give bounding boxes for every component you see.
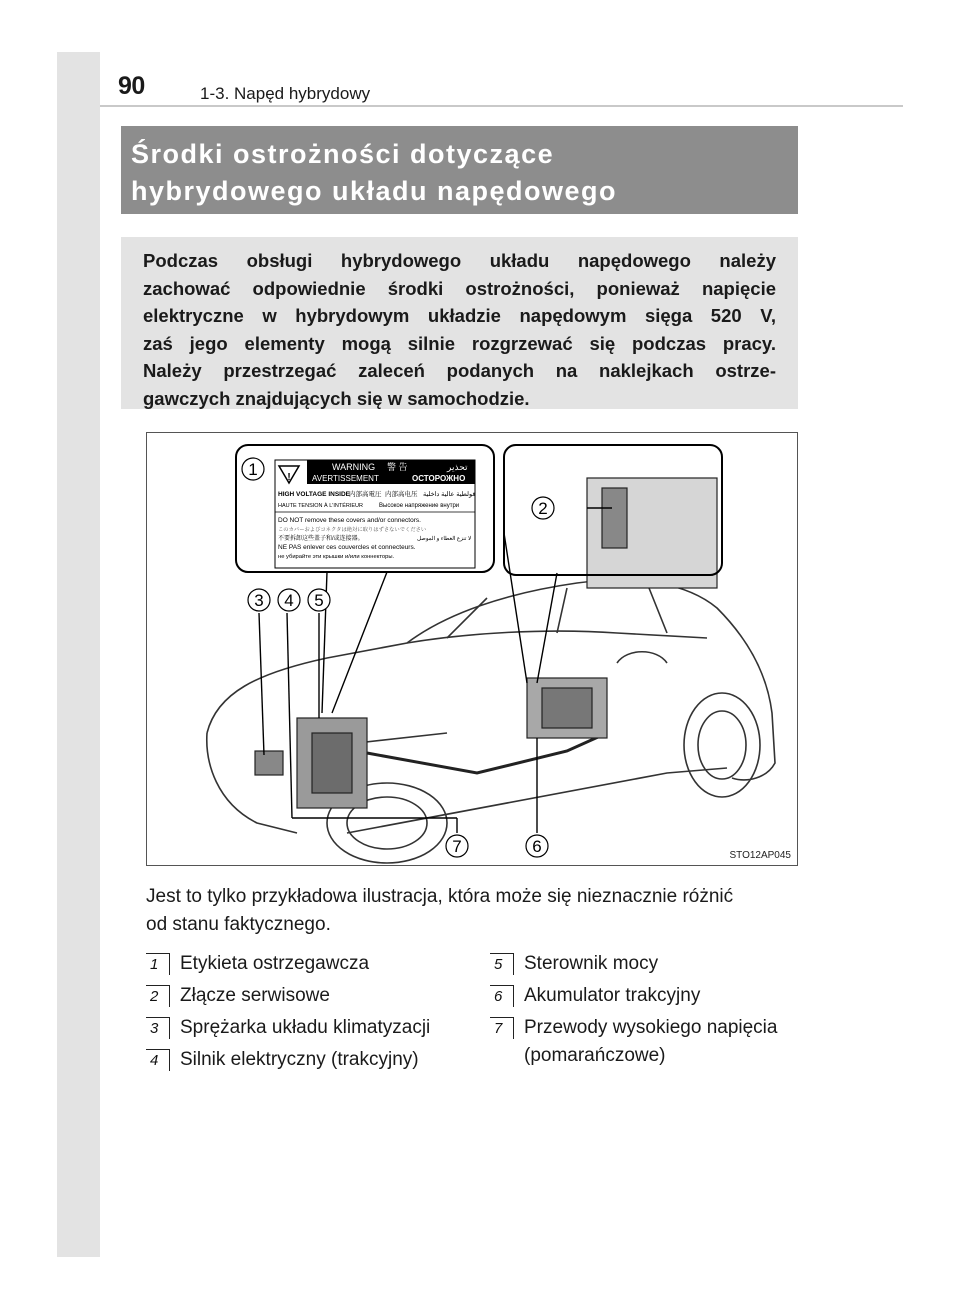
illustration-note (146, 883, 806, 939)
legend-text: Sterownik mocy (524, 953, 659, 974)
intro-line: zaś jego elementy mogą silnie rozgrzewać się podczas pracy. (143, 332, 776, 354)
title-line-1: Środki ostrożności dotyczące (131, 139, 555, 169)
intro-line: gawczych znajdujących się w samochodzie. (143, 387, 530, 409)
legend-item-7 (490, 1014, 777, 1070)
label-ru-line: не убирайте эти крышки и/или коннекторы. (278, 554, 395, 560)
legend-number: 6 (490, 985, 514, 1007)
label-fr-line: NE PAS enlever ces couvercles et connecteurs. (278, 544, 416, 551)
page-number: 90 (118, 72, 145, 100)
note-line-2: od stanu faktycznego. (146, 914, 331, 935)
legend-number: 1 (146, 953, 170, 975)
legend-item-4 (146, 1046, 419, 1074)
label-cn-line: 不要拆卸这些盖子和/或连接器。 (278, 536, 364, 542)
label-hv-ar: فولطية عالية داخلية (423, 491, 476, 498)
intro-line: Należy przestrzegać zaleceń podanych na naklejkach ostrze- (143, 360, 776, 381)
legend-number: 7 (490, 1017, 514, 1039)
legend-item-2 (146, 982, 330, 1010)
label-ar-line: لا تنزع الغطاء و الموصل (417, 536, 472, 542)
label-do-not-remove: DO NOT remove these covers and/or connectors. (278, 517, 421, 524)
legend-text: Przewody wysokiego napięcia (524, 1017, 778, 1038)
label-haute-tension: HAUTE TENSION À L'INTÉRIEUR (278, 503, 363, 509)
warning-exclamation-icon: ! (287, 472, 291, 483)
legend-item-3 (146, 1014, 430, 1042)
hybrid-system-illustration (146, 432, 798, 866)
legend-text: Sprężarka układu klimatyzacji (180, 1017, 431, 1038)
header-rule (100, 105, 903, 107)
intro-line: zachować odpowiednie środki ostrożności, ponieważ napięcie (143, 277, 776, 299)
callout-6-label: 6 (532, 837, 542, 856)
label-hv-ru: Высокое напряжение внутри (379, 503, 460, 509)
callout-1-label: 1 (248, 460, 258, 479)
legend-text: Etykieta ostrzegawcza (180, 953, 370, 974)
figure-code: STO12AP045 (729, 850, 791, 861)
legend-item-6 (490, 982, 700, 1010)
label-hv-jp: 内部高電圧 (349, 491, 382, 498)
label-avertissement: AVERTISSEMENT (312, 474, 379, 483)
label-ru-caution: ОСТОРОЖНО (412, 474, 466, 483)
legend-text-block (524, 1014, 777, 1070)
callout-2-label: 2 (538, 499, 548, 518)
intro-paragraph (121, 237, 798, 409)
legend-number: 4 (146, 1049, 170, 1071)
legend-text: Akumulator trakcyjny (524, 985, 701, 1006)
side-margin-strip (57, 52, 100, 1257)
legend-number: 3 (146, 1017, 170, 1039)
legend-text: Złącze serwisowe (180, 985, 330, 1006)
note-line-1: Jest to tylko przykładowa ilustracja, która może się nieznacznie różnić (146, 886, 734, 907)
intro-line: Podczas obsługi hybrydowego układu napędowego należy (143, 250, 776, 271)
page-title (121, 126, 798, 214)
label-hv-cn: 内部高电压 (385, 491, 418, 498)
label-warning-jp: 警 告 (387, 462, 408, 472)
legend-number: 5 (490, 953, 514, 975)
label-jp-line: このカバーおよびコネクタは絶対に取りはずさないでください (278, 527, 427, 533)
legend-item-5 (490, 950, 658, 978)
callout-7-label: 7 (452, 837, 462, 856)
legend-number: 2 (146, 985, 170, 1007)
legend-text: Silnik elektryczny (trakcyjny) (180, 1049, 419, 1070)
car-illustration-svg (147, 433, 799, 867)
section-title: 1-3. Napęd hybrydowy (200, 84, 371, 103)
label-warning: WARNING (332, 462, 376, 472)
label-warning-ar: تحذير (447, 462, 468, 472)
callout-4-label: 4 (284, 591, 294, 610)
label-high-voltage: HIGH VOLTAGE INSIDE (278, 491, 350, 498)
callout-5-label: 5 (314, 591, 324, 610)
intro-line: elektryczne w hybrydowym układzie napędowym sięga 520 V, (143, 305, 776, 326)
callout-3-label: 3 (254, 591, 264, 610)
legend-text-continued: (pomarańczowe) (524, 1045, 666, 1066)
legend-item-1 (146, 950, 369, 978)
title-line-2: hybrydowego układu napędowego (131, 176, 618, 206)
